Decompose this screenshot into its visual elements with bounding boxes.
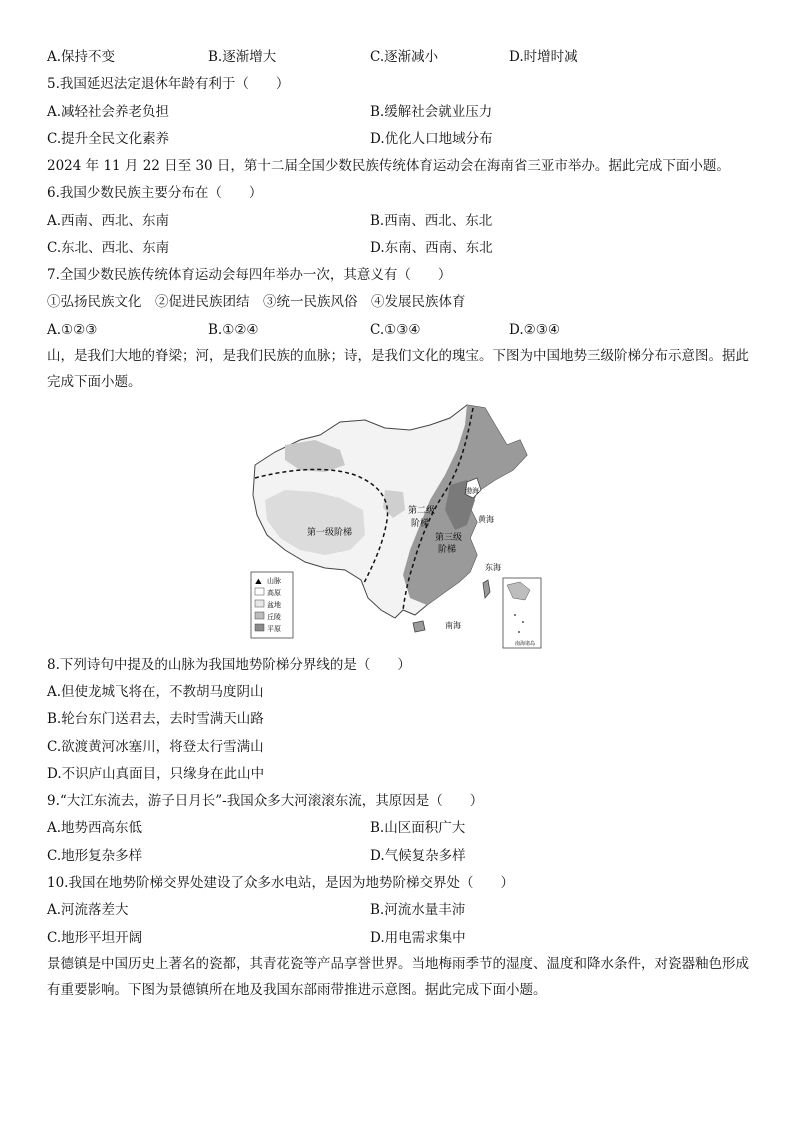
taiwan-island	[483, 580, 490, 598]
q8-option-b: B.轮台东门送君去，去时雪满天山路	[47, 711, 264, 727]
legend-swatch	[255, 624, 264, 631]
q7-option-b: B.①②④	[208, 322, 259, 338]
q4-option-d: D.时增时减	[509, 49, 578, 65]
q9-option-a: A.地势西高东低	[47, 820, 143, 836]
q8-stem: 8.下列诗句中提及的山脉为我国地势阶梯分界线的是（ ）	[47, 657, 411, 673]
step3-label-a: 第三级	[435, 533, 463, 543]
china-terrain-steps-map	[245, 400, 545, 650]
q9-option-c: C.地形复杂多样	[47, 848, 143, 864]
q8-option-d: D.不识庐山真面目，只缘身在此山中	[47, 766, 265, 782]
q7-option-c: C.①③④	[370, 322, 421, 338]
q4-option-b: B.逐渐增大	[208, 49, 277, 65]
q10-stem: 10.我国在地势阶梯交界处建设了众多水电站，是因为地势阶梯交界处（ ）	[47, 875, 514, 891]
q4-option-c: C.逐渐减小	[370, 49, 439, 65]
q7-stem: 7.全国少数民族传统体育运动会每四年举办一次，其意义有（ ）	[47, 267, 452, 283]
q7-items: ①弘扬民族文化 ②促进民族团结 ③统一民族风俗 ④发展民族体育	[47, 294, 466, 310]
inset-label: 南海诸岛	[515, 641, 536, 647]
q6-option-d: D.东南、西南、东北	[370, 240, 493, 256]
q5-stem: 5.我国延迟法定退休年龄有利于（ ）	[47, 76, 290, 92]
donghai-label: 东海	[485, 563, 501, 572]
step1-label: 第一级阶梯	[307, 528, 353, 538]
legend-label: 平原	[267, 625, 281, 633]
q6-option-b: B.西南、西北、东北	[370, 213, 493, 229]
q5-option-c: C.提升全民文化素养	[47, 131, 170, 147]
step2-label-b: 阶梯	[411, 519, 430, 529]
mountain-icon: ⛰	[255, 577, 262, 586]
legend-label: 盆地	[267, 601, 281, 609]
q10-option-a: A.河流落差大	[47, 902, 129, 918]
legend-label: 山脉	[267, 577, 281, 585]
q10-option-d: D.用电需求集中	[370, 930, 466, 946]
q7-option-d: D.②③④	[509, 322, 560, 338]
step3-label-b: 阶梯	[438, 545, 457, 555]
q6-stem: 6.我国少数民族主要分布在（ ）	[47, 185, 263, 201]
q9-stem: 9.“大江东流去，游子日月长”-我国众多大河滚滚东流，其原因是（ ）	[47, 793, 484, 809]
legend-item-mountain	[255, 576, 281, 586]
q10-option-b: B.河流水量丰沛	[370, 902, 466, 918]
legend-swatch	[255, 600, 264, 607]
huanghai-label: 黄海	[478, 515, 494, 524]
bohai-label: 渤海	[465, 487, 479, 495]
intro-11: 景德镇是中国历史上著名的瓷都，其青花瓷等产品享誉世界。当地梅雨季节的湿度、温度和降水条件，对瓷器釉色形成有重要影响。下图为景德镇所在地及我国东部雨带推进示意图。据此完成下面小题。	[47, 956, 749, 998]
legend-label: 丘陵	[267, 613, 281, 621]
q10-option-c: C.地形平坦开阔	[47, 930, 143, 946]
legend-swatch	[255, 612, 264, 619]
q9-option-d: D.气候复杂多样	[370, 848, 466, 864]
q8-option-c: C.欲渡黄河冰塞川，将登太行雪满山	[47, 739, 264, 755]
q5-option-a: A.减轻社会养老负担	[47, 104, 170, 120]
q8-option-a: A.但使龙城飞将在，不教胡马度阴山	[47, 684, 264, 700]
legend-swatch	[255, 588, 264, 595]
step2-label-a: 第二级	[408, 506, 436, 516]
hainan-island	[413, 621, 425, 632]
intro-6-7: 2024 年 11 月 22 日至 30 日，第十二届全国少数民族传统体育运动会在海南省三亚市举办。据此完成下面小题。	[47, 158, 730, 174]
intro-8-10: 山，是我们大地的脊梁；河，是我们民族的血脉；诗，是我们文化的瑰宝。下图为中国地势三级阶梯分布示意图。据此完成下面小题。	[47, 348, 749, 390]
q9-option-b: B.山区面积广大	[370, 820, 466, 836]
q6-option-c: C.东北、西北、东南	[47, 240, 170, 256]
legend-label: 高原	[267, 589, 281, 597]
q5-option-d: D.优化人口地域分布	[370, 131, 493, 147]
q4-option-a: A.保持不变	[47, 49, 116, 65]
q7-option-a: A.①②③	[47, 322, 98, 338]
q5-option-b: B.缓解社会就业压力	[370, 104, 493, 120]
q6-option-a: A.西南、西北、东南	[47, 213, 170, 229]
nanhai-label: 南海	[445, 621, 461, 630]
